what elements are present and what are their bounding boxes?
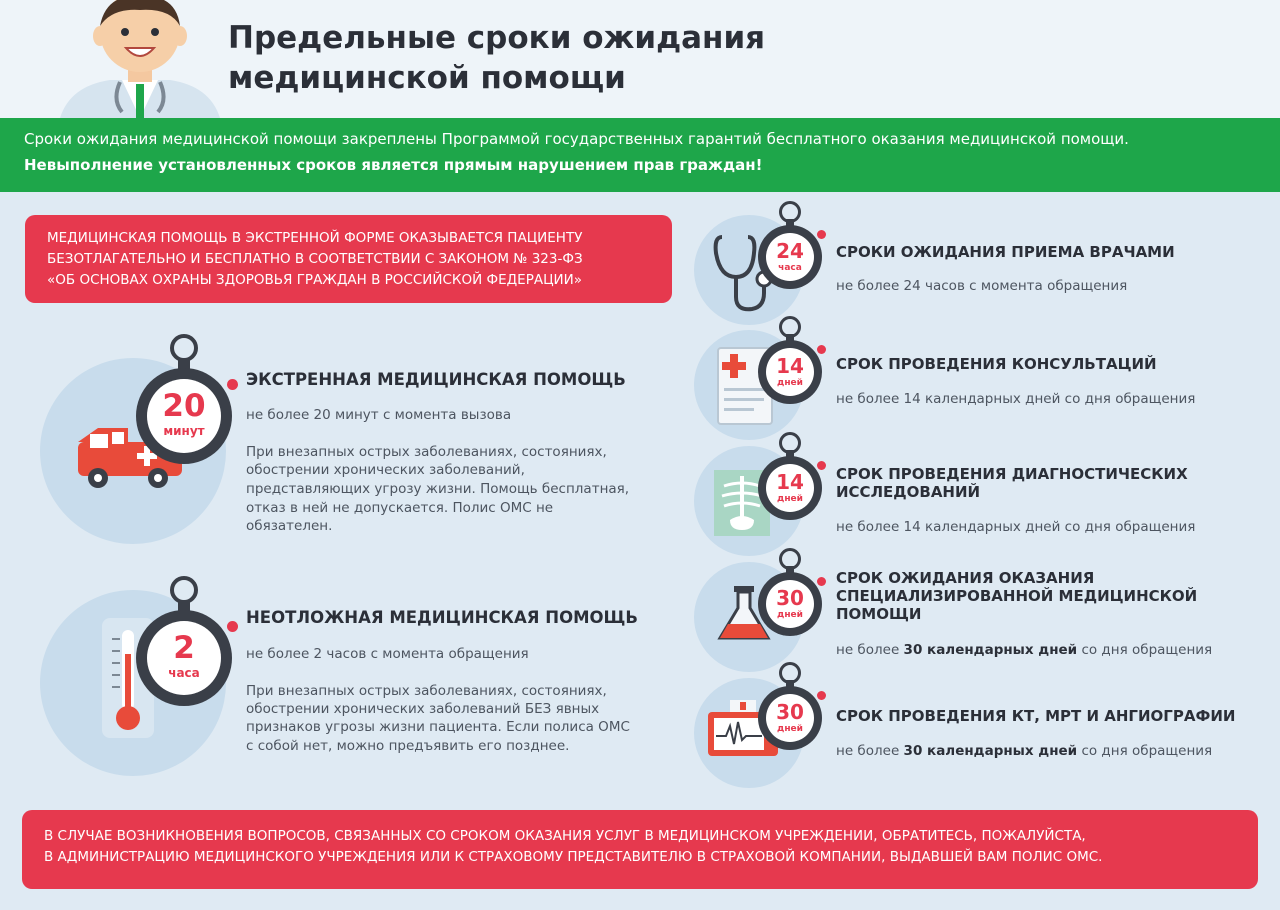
timer-20-minutes [136, 334, 232, 464]
timer-unit: дней [777, 378, 803, 388]
timer-14-days-diagnostics [758, 432, 822, 520]
urgent-desc-3: признаков угрозы жизни пациента. Если полиса ОМС [246, 719, 630, 735]
timer-30-days-specialized [758, 548, 822, 636]
timer-inner [766, 348, 814, 396]
page-title-line2: медицинской помощи [228, 60, 626, 96]
page-title [228, 18, 848, 98]
timer-inner [766, 694, 814, 742]
timer-dot [817, 691, 826, 700]
timer-number: 24 [776, 239, 804, 263]
emergency-limit: не более 20 минут с момента вызова [246, 407, 512, 423]
specialized-limit-suffix: со дня обращения [1077, 642, 1213, 658]
doctor-visit-limit: не более 24 часов с момента обращения [836, 278, 1128, 294]
ct-mri-title: СРОК ПРОВЕДЕНИЯ КТ, МРТ И АНГИОГРАФИИ [836, 707, 1236, 725]
timer-face [758, 572, 822, 636]
banner-line2: Невыполнение установленных сроков является прямым нарушением прав граждан! [24, 156, 763, 174]
emergency-desc-2: обострении хронических заболеваний, [246, 462, 525, 478]
specialized-limit [836, 641, 1212, 659]
urgent-desc-1: При внезапных острых заболеваниях, состояниях, [246, 683, 607, 699]
urgent-title: НЕОТЛОЖНАЯ МЕДИЦИНСКАЯ ПОМОЩЬ [246, 608, 638, 627]
emergency-desc-4: отказ в ней не допускается. Полис ОМС не [246, 500, 554, 516]
timer-unit: дней [777, 610, 803, 620]
ct-mri-limit-bold: 30 календарных дней [903, 743, 1078, 759]
timer-number: 14 [776, 470, 804, 494]
header [0, 0, 1280, 118]
timer-face [758, 456, 822, 520]
timer-inner [766, 464, 814, 512]
timer-face [136, 610, 232, 706]
timer-dot [227, 379, 238, 390]
timer-number: 30 [776, 586, 804, 610]
timer-2-hours [136, 576, 232, 706]
timer-24-hours [758, 201, 822, 289]
timer-unit: минут [163, 424, 205, 438]
ct-mri-limit-suffix: со дня обращения [1077, 743, 1213, 759]
timer-unit: часа [778, 263, 802, 273]
timer-number: 2 [173, 630, 195, 666]
timer-face [136, 368, 232, 464]
timer-inner [766, 233, 814, 281]
law-notice-line1: МЕДИЦИНСКАЯ ПОМОЩЬ В ЭКСТРЕННОЙ ФОРМЕ ОКАЗЫВАЕТСЯ ПАЦИЕНТУ [47, 230, 583, 246]
ct-mri-limit-prefix: не более [836, 743, 904, 759]
timer-unit: часа [168, 666, 200, 680]
emergency-desc-5: обязателен. [246, 518, 333, 534]
specialized-title-3: ПОМОЩИ [836, 605, 922, 623]
urgent-limit: не более 2 часов с момента обращения [246, 646, 529, 662]
timer-number: 14 [776, 354, 804, 378]
diagnostics-title-1: СРОК ПРОВЕДЕНИЯ ДИАГНОСТИЧЕСКИХ [836, 465, 1188, 483]
diagnostics-limit: не более 14 календарных дней со дня обращения [836, 519, 1196, 535]
law-notice-box [25, 215, 672, 303]
timer-inner [147, 379, 221, 453]
timer-dot [817, 345, 826, 354]
timer-inner [147, 621, 221, 695]
urgent-desc-4: с собой нет, можно предъявить его позднее. [246, 738, 570, 754]
specialized-limit-bold: 30 календарных дней [903, 642, 1078, 658]
timer-face [758, 686, 822, 750]
emergency-desc-1: При внезапных острых заболеваниях, состояниях, [246, 444, 607, 460]
timer-dot [817, 230, 826, 239]
banner-line1: Сроки ожидания медицинской помощи закреплены Программой государственных гарантий бесплатного оказания медицинской помощи. [24, 130, 1129, 148]
timer-inner [766, 580, 814, 628]
timer-number: 30 [776, 700, 804, 724]
timer-14-days-consultation [758, 316, 822, 404]
consultation-limit: не более 14 календарных дней со дня обращения [836, 391, 1196, 407]
timer-unit: дней [777, 494, 803, 504]
timer-dot [227, 621, 238, 632]
urgent-desc-2: обострении хронических заболеваний БЕЗ явных [246, 701, 600, 717]
law-notice-line2: БЕЗОТЛАГАТЕЛЬНО И БЕСПЛАТНО В СООТВЕТСТВИИ С ЗАКОНОМ № 323-ФЗ [47, 251, 583, 267]
specialized-title-2: СПЕЦИАЛИЗИРОВАННОЙ МЕДИЦИНСКОЙ [836, 587, 1198, 605]
emergency-desc-3: представляющих угрозу жизни. Помощь бесплатная, [246, 481, 630, 497]
info-banner [0, 118, 1280, 192]
footer-line2: В АДМИНИСТРАЦИЮ МЕДИЦИНСКОГО УЧРЕЖДЕНИЯ ИЛИ К СТРАХОВОМУ ПРЕДСТАВИТЕЛЮ В СТРАХОВОЙ КОМПАНИИ, ВЫДАВШЕЙ ВАМ ПОЛИС ОМС. [44, 849, 1103, 865]
timer-dot [817, 461, 826, 470]
timer-number: 20 [162, 388, 206, 424]
diagnostics-title-2: ИССЛЕДОВАНИЙ [836, 483, 981, 501]
timer-30-days-ct-mri [758, 662, 822, 750]
footer-line1: В СЛУЧАЕ ВОЗНИКНОВЕНИЯ ВОПРОСОВ, СВЯЗАННЫХ СО СРОКОМ ОКАЗАНИЯ УСЛУГ В МЕДИЦИНСКОМ УЧРЕЖДЕНИИ, ОБРАТИТЕСЬ, ПОЖАЛУЙСТА, [44, 828, 1086, 844]
timer-dot [817, 577, 826, 586]
emergency-title: ЭКСТРЕННАЯ МЕДИЦИНСКАЯ ПОМОЩЬ [246, 370, 626, 389]
footer-notice-box [22, 810, 1258, 889]
specialized-title-1: СРОК ОЖИДАНИЯ ОКАЗАНИЯ [836, 569, 1095, 587]
specialized-limit-prefix: не более [836, 642, 904, 658]
doctor-visit-title: СРОКИ ОЖИДАНИЯ ПРИЕМА ВРАЧАМИ [836, 243, 1175, 261]
consultation-title: СРОК ПРОВЕДЕНИЯ КОНСУЛЬТАЦИЙ [836, 355, 1157, 373]
timer-unit: дней [777, 724, 803, 734]
doctor-icon [60, 0, 220, 118]
page-title-line1: Предельные сроки ожидания [228, 20, 766, 56]
ct-mri-limit [836, 742, 1212, 760]
timer-face [758, 340, 822, 404]
timer-face [758, 225, 822, 289]
law-notice-line3: «ОБ ОСНОВАХ ОХРАНЫ ЗДОРОВЬЯ ГРАЖДАН В РОССИЙСКОЙ ФЕДЕРАЦИИ» [47, 272, 583, 288]
